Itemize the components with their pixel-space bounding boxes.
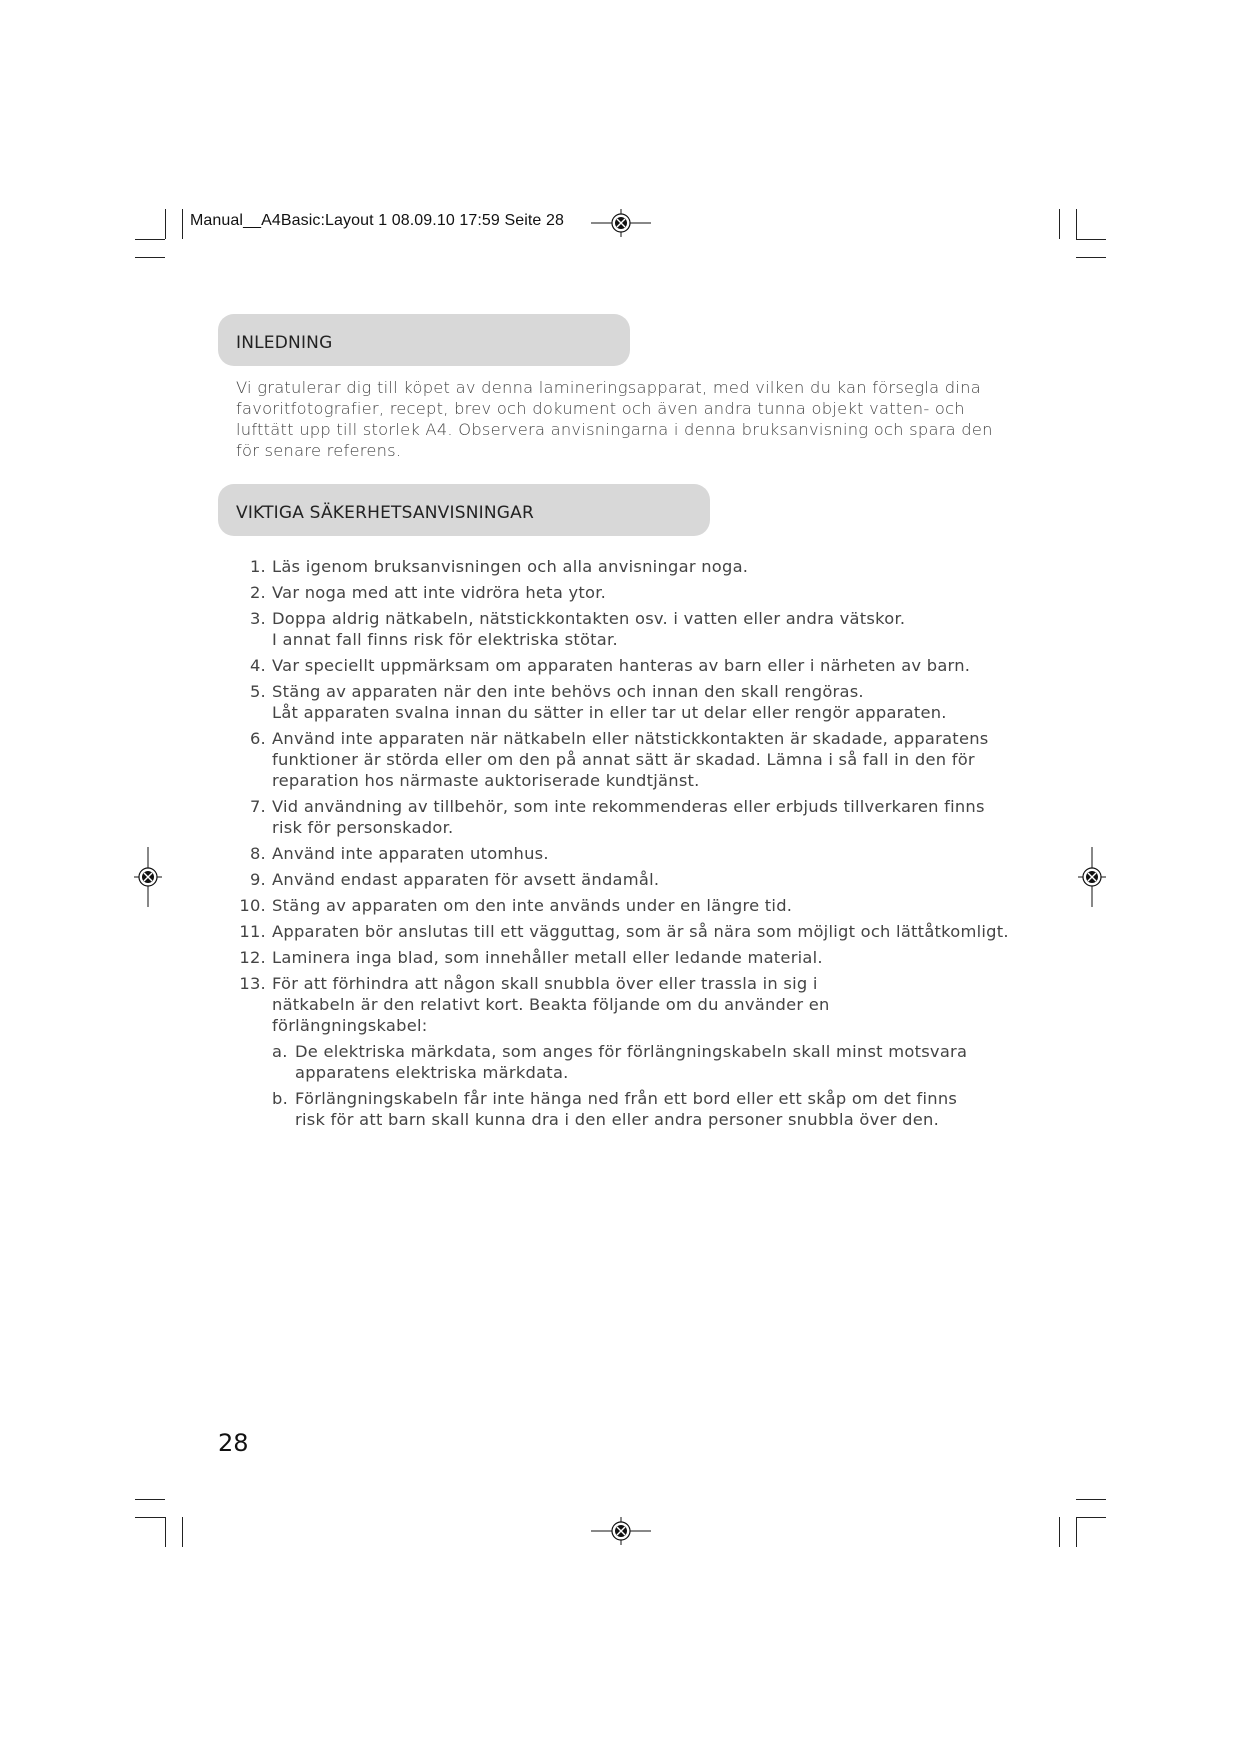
list-item [236, 973, 1016, 1130]
item-text: Vid användning av tillbehör, som inte rekommenderas eller erbjuds tillverkaren finns risk för personskador. [272, 797, 985, 837]
item-text: Använd endast apparaten för avsett ändamål. [272, 870, 660, 889]
item-number: 1. [249, 557, 266, 576]
item-number: 12. [239, 948, 266, 967]
registration-mark-icon [591, 209, 651, 237]
item-number: 5. [249, 682, 266, 701]
item-number: 4. [249, 656, 266, 675]
extension-cable-sublist [272, 1041, 976, 1130]
item-number: 3. [249, 609, 266, 628]
item-text: Laminera inga blad, som innehåller metall eller ledande material. [272, 948, 823, 967]
section-heading-intro [218, 314, 630, 366]
list-item [236, 608, 1016, 650]
list-item [236, 869, 1016, 890]
list-item [236, 843, 1016, 864]
item-letter: a. [272, 1042, 288, 1061]
item-number: 2. [249, 583, 266, 602]
list-item [272, 1088, 976, 1130]
item-text: Var noga med att inte vidröra heta ytor. [272, 583, 607, 602]
item-number: 13. [239, 974, 266, 993]
item-text: Läs igenom bruksanvisningen och alla anvisningar noga. [272, 557, 749, 576]
item-text-continued: Låt apparaten svalna innan du sätter in eller tar ut delar eller rengör apparaten. [272, 703, 947, 722]
registration-mark-icon [591, 1517, 651, 1545]
item-text: Använd inte apparaten när nätkabeln eller nätstickkontakten är skadade, apparatens funktioner är störda eller om den på annat sätt är skadad. Lämna i så fall in den för reparation hos närmaste auktoriserade kundtjänst. [272, 729, 989, 790]
item-text: Stäng av apparaten om den inte används under en längre tid. [272, 896, 793, 915]
page-number: 28 [218, 1429, 249, 1457]
item-text: Stäng av apparaten när den inte behövs och innan den skall rengöras. [272, 682, 864, 701]
item-number: 10. [239, 896, 266, 915]
item-text: Doppa aldrig nätkabeln, nätstickkontakten osv. i vatten eller andra vätskor. [272, 609, 906, 628]
safety-instructions-list [236, 556, 1016, 1135]
list-item [236, 681, 1016, 723]
list-item [236, 556, 1016, 577]
list-item [236, 796, 1016, 838]
item-text: Använd inte apparaten utomhus. [272, 844, 549, 863]
item-text: Apparaten bör anslutas till ett vägguttag, som är så nära som möjligt och lättåtkomligt. [272, 922, 1009, 941]
intro-paragraph: Vi gratulerar dig till köpet av denna lamineringsapparat, med vilken du kan försegla dina favoritfotografier, recept, brev och dokument och även andra tunna objekt vatten- och lufttätt upp till storlek A4. Observera anvisningarna i denna bruksanvisning och spara den för senare referens. [236, 378, 993, 460]
item-number: 7. [249, 797, 266, 816]
item-number: 9. [249, 870, 266, 889]
item-text: Förlängningskabeln får inte hänga ned från ett bord eller ett skåp om det finns risk för att barn skall kunna dra i den eller andra personer snubbla över den. [295, 1089, 958, 1129]
item-text: Var speciellt uppmärksam om apparaten hanteras av barn eller i närheten av barn. [272, 656, 971, 675]
list-item [236, 947, 1016, 968]
list-item [236, 728, 1016, 791]
item-letter: b. [272, 1089, 289, 1108]
item-text-continued: I annat fall finns risk för elektriska stötar. [272, 630, 618, 649]
heading-text: VIKTIGA SÄKERHETSANVISNINGAR [236, 503, 534, 523]
item-number: 8. [249, 844, 266, 863]
list-item [236, 655, 1016, 676]
heading-text: INLEDNING [236, 333, 333, 353]
item-text: De elektriska märkdata, som anges för förlängningskabeln skall minst motsvara apparatens elektriska märkdata. [295, 1042, 968, 1082]
item-number: 11. [239, 922, 266, 941]
list-item [272, 1041, 976, 1083]
list-item [236, 921, 1016, 942]
registration-mark-icon [134, 847, 162, 907]
list-item [236, 582, 1016, 603]
list-item [236, 895, 1016, 916]
registration-mark-icon [1078, 847, 1106, 907]
slug-line: Manual__A4Basic:Layout 1 08.09.10 17:59 Seite 28 [190, 212, 564, 229]
item-text: För att förhindra att någon skall snubbla över eller trassla in sig i nätkabeln är den relativt kort. Beakta följande om du använder en förlängningskabel: [272, 974, 830, 1035]
section-heading-safety [218, 484, 710, 536]
item-number: 6. [249, 729, 266, 748]
